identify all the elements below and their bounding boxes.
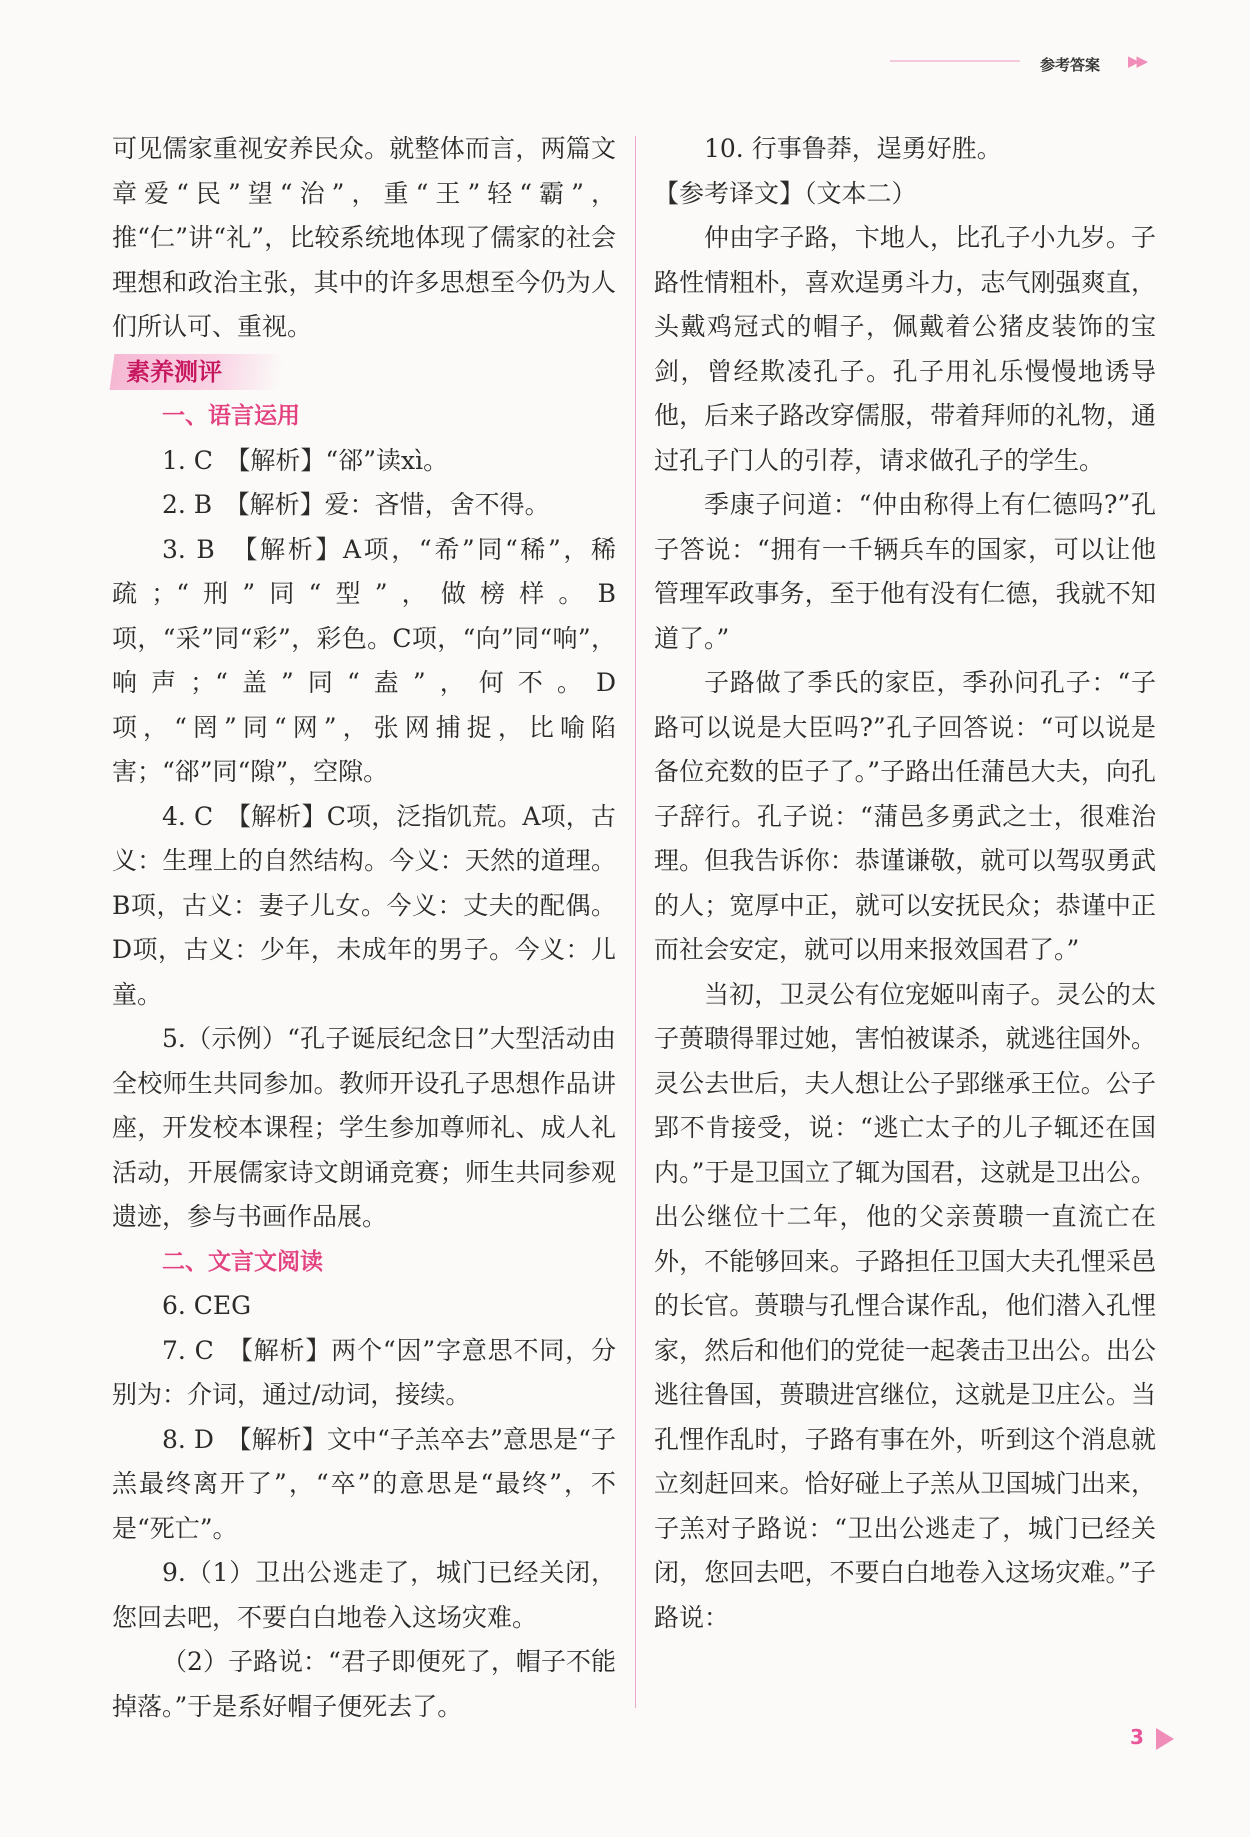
header-arrows-icon: ▶▶ <box>1128 52 1146 70</box>
column-divider <box>635 136 636 1708</box>
translation-paragraph-1: 仲由字子路，卞地人，比孔子小九岁。子路性情粗朴，喜欢逞勇斗力，志气刚强爽直，头戴鸡冠式的帽子，佩戴着公猪皮装饰的宝剑，曾经欺凌孔子。孔子用礼乐慢慢地诱导他，后来子路改穿儒服，带着拜师的礼物，通过孔子门人的引荐，请求做孔子的学生。 <box>654 223 1156 475</box>
section-tag-row <box>112 350 616 395</box>
page-number: 3 <box>1130 1725 1144 1749</box>
section-header-label: 参考答案 <box>1040 56 1101 74</box>
translation-paragraph-2: 季康子问道：“仲由称得上有仁德吗?”孔子答说：“拥有一千辆兵车的国家，可以让他管理军政事务，至于他有没有仁德，我就不知道了。” <box>654 490 1156 653</box>
section-tag-label: 素养测评 <box>126 357 222 386</box>
answer-2: 2. B 【解析】爱：吝惜，舍不得。 <box>162 490 550 519</box>
translation-paragraph-3: 子路做了季氏的家臣，季孙问孔子：“子路可以说是大臣吗?”孔子回答说：“可以说是备位充数的臣子了。”子路出任蒲邑大夫，向孔子辞行。孔子说：“蒲邑多勇武之士，很难治理。但我告诉你：恭谨谦敬，就可以驾驭勇武的人；宽厚中正，就可以安抚民众；恭谨中正而社会安定，就可以用来报效国君了。” <box>654 668 1156 964</box>
intro-paragraph: 可见儒家重视安养民众。就整体而言，两篇文章爱“民”望“治”，重“王”轻“霸”，推“仁”讲“礼”，比较系统地体现了儒家的社会理想和政治主张，其中的许多思想至今仍为人们所认可、重视。 <box>112 134 616 341</box>
answer-9-part-2: （2）子路说：“君子即便死了，帽子不能掉落。”于是系好帽子便死去了。 <box>112 1647 616 1721</box>
answer-1: 1. C 【解析】“郤”读xì。 <box>162 445 449 475</box>
left-column <box>112 127 616 1729</box>
translation-title: 【参考译文】（文本二） <box>654 178 917 208</box>
subheading-language-use: 一、语言运用 <box>162 403 300 429</box>
header-rule <box>890 60 1020 62</box>
answer-3: 3. B 【解析】A项，“希”同“稀”，稀疏；“刑”同“型”，做榜样。B项，“采”同“彩”，彩色。C项，“向”同“响”，响声；“盖”同“盍”，何不。D项，“罔”同“网”，张网捕捉，比喻陷害；“郤”同“隙”，空隙。 <box>112 534 616 786</box>
answer-7: 7. C 【解析】两个“因”字意思不同，分别为：介词，通过/动词，接续。 <box>112 1335 616 1409</box>
right-column <box>654 127 1156 1640</box>
page-arrow-icon <box>1156 1728 1174 1750</box>
answer-4: 4. C 【解析】C项，泛指饥荒。A项，古义：生理上的自然结构。今义：天然的道理。B项，古义：妻子儿女。今义：丈夫的配偶。D项，古义：少年，未成年的男子。今义：儿童。 <box>112 801 616 1009</box>
answer-6: 6. CEG <box>162 1291 252 1320</box>
subheading-classical-reading: 二、文言文阅读 <box>162 1248 323 1275</box>
answer-9-part-1: 9.（1）卫出公逃走了，城门已经关闭，您回去吧，不要白白地卷入这场灾难。 <box>112 1558 616 1632</box>
answer-10: 10. 行事鲁莽，逞勇好胜。 <box>704 134 1002 163</box>
section-tag <box>109 354 284 390</box>
translation-paragraph-4: 当初，卫灵公有位宠姬叫南子。灵公的太子蒉聩得罪过她，害怕被谋杀，就逃往国外。灵公去世后，夫人想让公子郢继承王位。公子郢不肯接受，说：“逃亡太子的儿子辄还在国内。”于是卫国立了辄为国君，这就是卫出公。出公继位十二年，他的父亲蒉聩一直流亡在外，不能够回来。子路担任卫国大夫孔悝采邑的长官。蒉聩与孔悝合谋作乱，他们潜入孔悝家，然后和他们的党徒一起袭击卫出公。出公逃往鲁国，蒉聩进宫继位，这就是卫庄公。当孔悝作乱时，子路有事在外，听到这个消息就立刻赶回来。恰好碰上子羔从卫国城门出来，子羔对子路说：“卫出公逃走了，城门已经关闭，您回去吧，不要白白地卷入这场灾难。”子路说： <box>654 979 1156 1632</box>
answer-5: 5.（示例）“孔子诞辰纪念日”大型活动由全校师生共同参加。教师开设孔子思想作品讲座，开发校本课程；学生参加尊师礼、成人礼活动，开展儒家诗文朗诵竞赛；师生共同参观遗迹，参与书画作品展。 <box>112 1024 616 1231</box>
answer-8: 8. D 【解析】文中“子羔卒去”意思是“子羔最终离开了”，“卒”的意思是“最终”，不是“死亡”。 <box>112 1424 616 1543</box>
